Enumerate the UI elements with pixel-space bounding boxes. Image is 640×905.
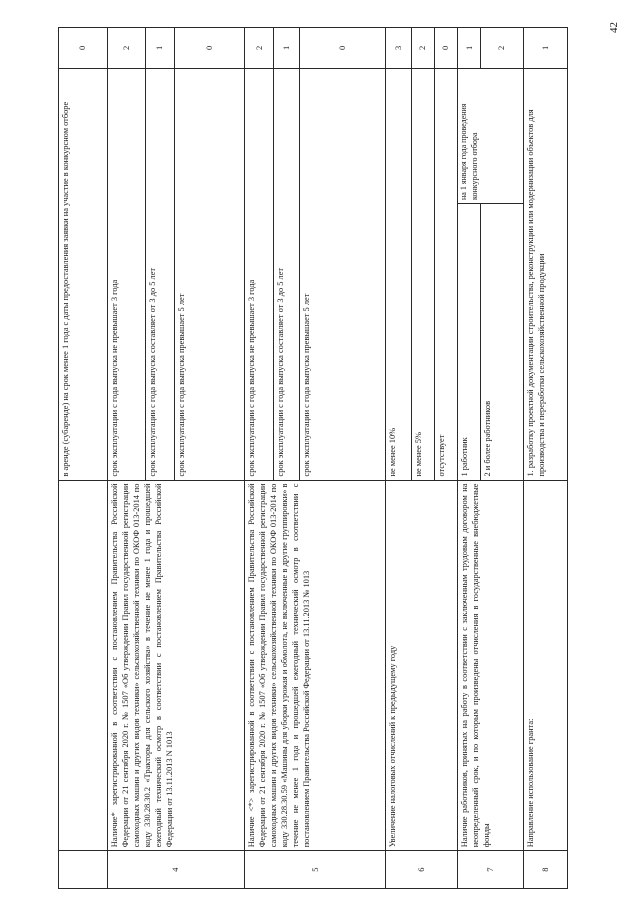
score-cell: 0 bbox=[299, 28, 386, 69]
grant-criteria-table bbox=[58, 27, 568, 889]
condition-cell: срок эксплуатации с года выпуска не превышает 3 года bbox=[107, 68, 145, 480]
score-cell: 0 bbox=[59, 28, 108, 69]
row-number-cell: 8 bbox=[523, 851, 567, 889]
row-number-cell: 5 bbox=[244, 851, 385, 889]
date-note-cell: на 1 января года проведения конкурсного отбора bbox=[458, 68, 523, 203]
score-cell: 0 bbox=[175, 28, 245, 69]
table-row bbox=[107, 28, 145, 889]
table-row bbox=[386, 28, 411, 889]
table-row bbox=[59, 28, 108, 889]
row-number-cell: 6 bbox=[386, 851, 458, 889]
row-number-cell: 4 bbox=[107, 851, 244, 889]
table-row bbox=[523, 28, 567, 889]
score-cell: 0 bbox=[434, 28, 457, 69]
condition-cell: срок эксплуатации с года выпуска составляет от 3 до 5 лет bbox=[274, 68, 299, 480]
score-cell: 2 bbox=[411, 28, 434, 69]
row-number-cell: 7 bbox=[458, 851, 523, 889]
page-number: 42 bbox=[608, 22, 620, 33]
criterion-cell: Увеличение налоговых отчислений к предыдущему году bbox=[386, 480, 458, 851]
condition-cell: срок эксплуатации с года выпуска не превышает 3 года bbox=[244, 68, 274, 480]
score-cell: 1 bbox=[523, 28, 567, 69]
condition-cell: 1. разработку проектной документации строительства, реконструкции или модернизации объектов для производства и переработки сельскохозяйственной продукции bbox=[523, 68, 567, 480]
score-cell: 2 bbox=[244, 28, 274, 69]
criterion-cell: Наличие <*> зарегистрированной в соответствии с постановлением Правительства Российской Федерации от 21 сентября 2020 г. № 1507 «Об утверждении Правил государственной регистрации самоходных машин и других видов техники» сельскохозяйственной техники по ОКОФ 013-2014 по коду 330.28.30.59 «Машины для уборки урожая и обмолота, не включенные в другие группировки» в течение не менее 1 года и прошедшей ежегодный технический осмотр в соответствии с постановлением Правительства Российской Федерации от 13.11.2013 № 1013 bbox=[244, 480, 385, 851]
criterion-cell bbox=[59, 480, 108, 851]
condition-cell: 2 и более работников bbox=[481, 204, 523, 481]
score-cell: 1 bbox=[145, 28, 175, 69]
score-cell: 1 bbox=[274, 28, 299, 69]
condition-cell: срок эксплуатации с года выпуска составляет от 3 до 5 лет bbox=[145, 68, 175, 480]
table-row bbox=[458, 28, 481, 889]
score-cell: 1 bbox=[458, 28, 481, 69]
score-cell: 3 bbox=[386, 28, 411, 69]
table-row bbox=[244, 28, 274, 889]
condition-cell: не менее 10% bbox=[386, 68, 411, 480]
condition-cell: срок эксплуатации с года выпуска превышает 5 лет bbox=[175, 68, 245, 480]
condition-cell: срок эксплуатации с года выпуска превышает 5 лет bbox=[299, 68, 386, 480]
condition-cell: 1 работник bbox=[458, 204, 481, 481]
condition-cell: отсутствует bbox=[434, 68, 457, 480]
condition-cell: в аренде (субаренде) на срок менее 1 года с даты предоставления заявки на участие в конкурсном отборе bbox=[59, 68, 108, 480]
condition-cell: не менее 5% bbox=[411, 68, 434, 480]
criterion-cell: Наличие работников, принятых на работу в соответствии с заключенным трудовым договором на неопределенный срок, и по которым произведены отчисления в государственные внебюджетные фонды bbox=[458, 480, 523, 851]
criterion-cell: Направление использование гранта: bbox=[523, 480, 567, 851]
criterion-cell: Наличие* зарегистрированной в соответствии с постановлением Правительства Российской Федерации от 21 сентября 2020 г. № 1507 «Об утверждении Правил государственной регистрации самоходных машин и других видов техники» сельскохозяйственной техники по ОКОФ 013-2014 по коду 330.28.30.2 «Тракторы для сельского хозяйства» в течение не менее 1 года и прошедшей ежегодный технический осмотр в соответствии с постановлением Правительства Российской Федерации от 13.11.2013 N 1013 bbox=[107, 480, 244, 851]
score-cell: 2 bbox=[107, 28, 145, 69]
row-number-cell bbox=[59, 851, 108, 889]
score-cell: 2 bbox=[481, 28, 523, 69]
